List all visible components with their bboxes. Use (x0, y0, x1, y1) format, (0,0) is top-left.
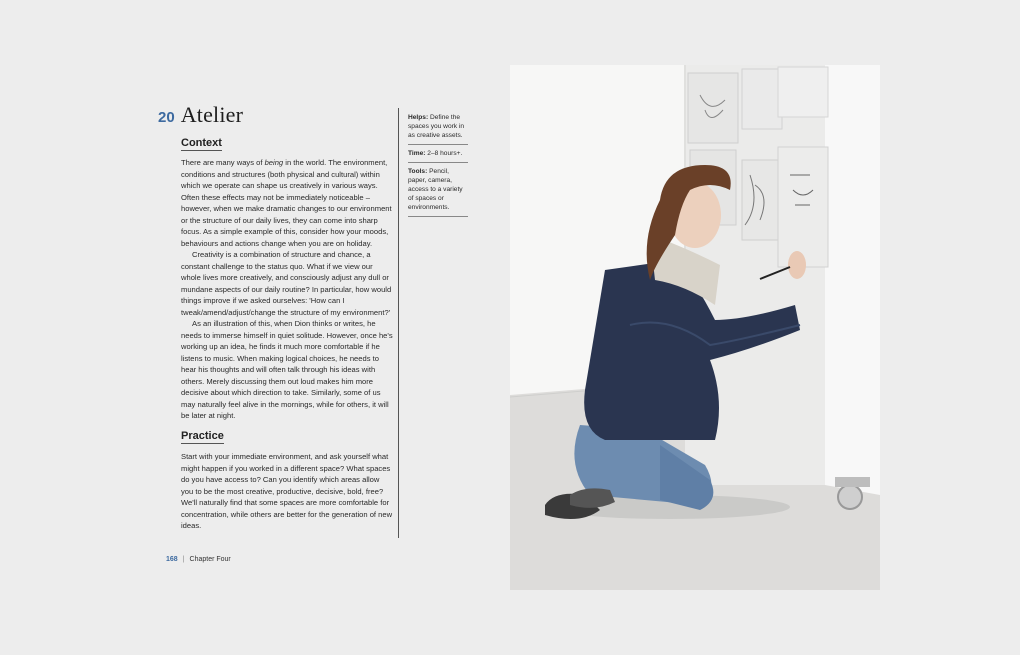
chapter-label: Chapter Four (189, 556, 231, 563)
context-paragraph-2: Creativity is a combination of structure and chance, a constant challenge to the status quo. What if we view our whole lives more creatively, and consciously adjust any dull or mundane aspects of our daily routine? In particular, how would things improve if we asked ourselves: 'How can I tweak/amend/adjust/change the structure of my environment?' (181, 250, 392, 317)
footer-separator: | (182, 556, 185, 563)
context-paragraph-1: There are many ways of being in the world. The environment, conditions and structures (both physical and cultural) within which we operate can shape us creatively in various ways. Often these effects may not be immediately noticeable – however, when we make dramatic changes to our environment or the structure of our daily lives, they can come into sharp focus. As a simple example of this, consider how your moods, behaviours and actions change when you are on holiday. (181, 158, 392, 248)
sidebar-time: Time: 2–8 hours+. (408, 149, 468, 163)
context-paragraph-3: As an illustration of this, when Dion thinks or writes, he needs to immerse himself in quiet solitude. However, once he's working up an idea, he finds it much more comfortable if he listens to music. When making logical choices, he needs to hear his thoughts and will often talk through his ideas with others. Merely discussing them out loud makes him more decisive about which direction to take. Similarly, some of us may naturally feel alive in the mornings, while for others, it will be later at night. (181, 319, 393, 420)
sidebar-helps: Helps: Define the spaces you work in as creative assets. (408, 113, 468, 145)
sidebar-tools: Tools: Pencil, paper, camera, access to a variety of spaces or environments. (408, 167, 468, 217)
practice-paragraph-1: Start with your immediate environment, and ask yourself what might happen if you worked in a different space? What spaces do you have access to? Can you identify which areas allow you to be the most creative, productive, decisive, bold, free? We'll naturally find that some spaces are more comfortable for concentration, while others are better for the generation of new ideas. (181, 452, 393, 530)
section-number: 20 (158, 109, 175, 126)
page-footer (166, 556, 231, 563)
practice-body (181, 451, 393, 532)
context-heading-wrap (181, 133, 393, 151)
woman-drawing-photo (510, 65, 880, 590)
page-title: Atelier (180, 102, 244, 127)
practice-heading-wrap (181, 426, 393, 444)
context-heading: Context (181, 137, 222, 149)
sidebar (408, 113, 468, 221)
context-body (181, 157, 393, 422)
section-heading (158, 102, 243, 128)
column-divider (398, 108, 399, 538)
page-number: 168 (166, 556, 178, 563)
practice-heading: Practice (181, 430, 224, 442)
photo-illustration (510, 65, 880, 590)
